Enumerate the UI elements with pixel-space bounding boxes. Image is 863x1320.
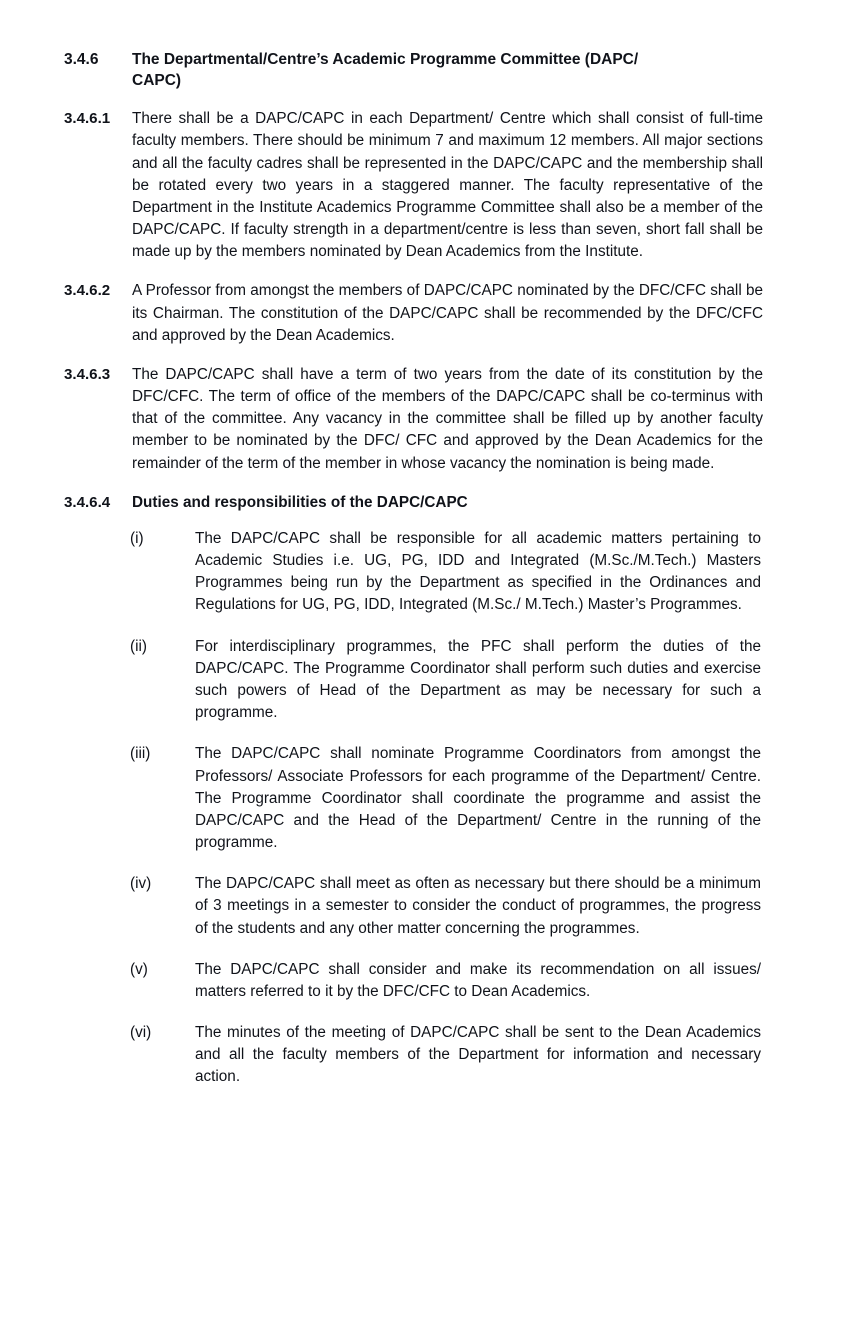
clause-3-4-6-2 — [64, 280, 763, 347]
clause-text: The DAPC/CAPC shall have a term of two years from the date of its constitution by the DFC/CFC. The term of office of the members of the DAPC/CAPC shall be co-terminus with that of the committee. Any vacancy in the committee shall be filled up by another faculty member to be nominated by the DFC/ CFC and approved by the Dean Academics for the remainder of the term of the member in whose vacancy the nomination is being made. — [132, 365, 763, 472]
sub-item-iv — [64, 873, 763, 940]
sub-item-marker: (iii) — [130, 745, 151, 763]
sub-item-i — [64, 528, 763, 617]
sub-item-marker: (ii) — [130, 637, 147, 655]
sub-item-v — [64, 959, 763, 1003]
section-title-line2: CAPC) — [132, 71, 182, 89]
sub-item-marker: (vi) — [130, 1024, 152, 1042]
sub-item-marker: (iv) — [130, 875, 152, 893]
clause-number: 3.4.6.2 — [64, 282, 111, 300]
sub-item-text: For interdisciplinary programmes, the PFC shall perform the duties of the DAPC/CAPC. The Programme Coordinator shall perform such duties and exercise such powers of Head of the Department as may be necessary for such a programme. — [195, 637, 761, 722]
sub-item-iii — [64, 743, 763, 854]
clause-text: Duties and responsibilities of the DAPC/CAPC — [132, 493, 468, 511]
sub-item-marker: (v) — [130, 960, 148, 978]
sub-item-text: The minutes of the meeting of DAPC/CAPC shall be sent to the Dean Academics and all the faculty members of the Department for information and necessary action. — [195, 1024, 761, 1086]
clause-number: 3.4.6.3 — [64, 365, 111, 383]
clause-number: 3.4.6.1 — [64, 110, 111, 128]
sub-item-marker: (i) — [130, 529, 144, 547]
section-title — [132, 50, 763, 91]
clause-text: A Professor from amongst the members of DAPC/CAPC nominated by the DFC/CFC shall be its Chairman. The constitution of the DAPC/CAPC shall be recommended by the DFC/CFC and approved by the Dean Academics. — [132, 282, 763, 344]
clause-number: 3.4.6.4 — [64, 493, 111, 511]
clause-text: There shall be a DAPC/CAPC in each Department/ Centre which shall consist of full-time faculty members. There should be minimum 7 and maximum 12 members. All major sections and all the faculty cadres shall be represented in the DAPC/CAPC and the membership shall be rotated every two years in a staggered manner. The faculty representative of the Department in the Institute Academics Programme Committee shall also be a member of the DAPC/CAPC. If faculty strength in a department/centre is less than seven, short fall shall be made up by the members nominated by Dean Academics from the Institute. — [132, 110, 763, 261]
sub-item-text: The DAPC/CAPC shall nominate Programme Coordinators from amongst the Professors/ Associate Professors for each programme of the Department/ Centre. The Programme Coordinator shall coordinate the programme and assist the DAPC/CAPC and the Head of the Department/ Centre in the running of the programme. — [195, 745, 761, 852]
clause-3-4-6-1 — [64, 108, 763, 263]
sub-item-vi — [64, 1022, 763, 1089]
clause-3-4-6-3 — [64, 364, 763, 475]
sub-item-text: The DAPC/CAPC shall meet as often as necessary but there should be a minimum of 3 meetings in a semester to consider the conduct of programmes, the progress of the students and any other matter concerning the programmes. — [195, 875, 761, 937]
sub-item-text: The DAPC/CAPC shall be responsible for all academic matters pertaining to Academic Studies i.e. UG, PG, IDD and Integrated (M.Sc./M.Tech.) Masters Programmes being run by the Department as specified in the Ordinances and Regulations for UG, PG, IDD, Integrated (M.Sc./ M.Tech.) Master’s Programmes. — [195, 529, 761, 614]
clause-3-4-6-4 — [64, 492, 763, 514]
section-title-line1: The Departmental/Centre’s Academic Programme Committee (DAPC/ — [132, 51, 639, 68]
sub-item-text: The DAPC/CAPC shall consider and make its recommendation on all issues/ matters referred to it by the DFC/CFC to Dean Academics. — [195, 960, 761, 1000]
section-heading — [64, 50, 763, 91]
sub-item-list — [64, 528, 763, 1089]
section-number: 3.4.6 — [64, 51, 99, 68]
sub-item-ii — [64, 636, 763, 725]
